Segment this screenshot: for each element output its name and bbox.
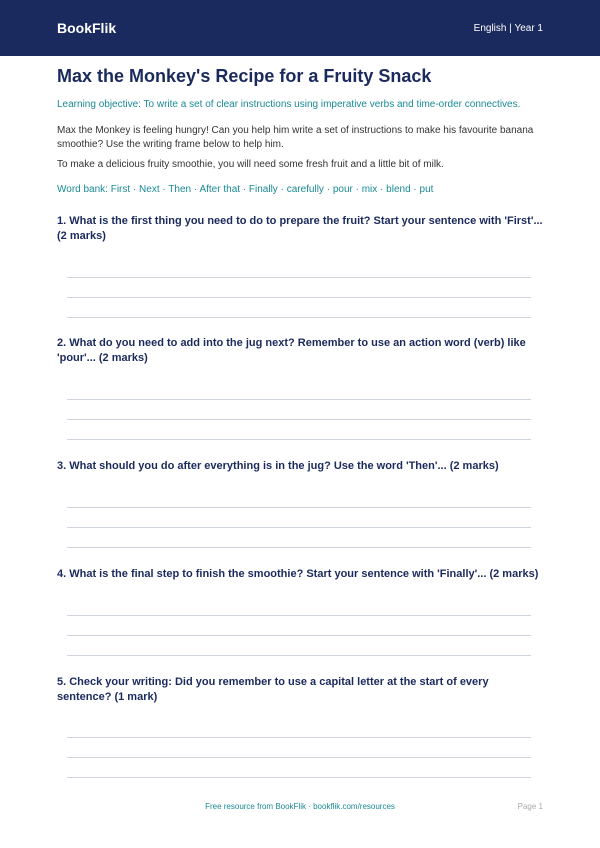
answer-line-4c[interactable]: [67, 655, 531, 656]
answer-line-5b[interactable]: [67, 757, 531, 758]
subject-year-label: English | Year 1: [473, 22, 543, 34]
answer-line-4b[interactable]: [67, 635, 531, 636]
question-5: 5. Check your writing: Did you remember to use a capital letter at the start of every sentence? (1 mark): [57, 676, 489, 703]
question-1: 1. What is the first thing you need to do to prepare the fruit? Start your sentence with 'First'... (2 marks): [57, 215, 543, 242]
answer-line-4a[interactable]: [67, 615, 531, 616]
intro-text: Max the Monkey is feeling hungry! Can you help him write a set of instructions to make his favourite banana smoothie? Use the writing frame below to help him.: [57, 125, 534, 150]
answer-line-1a[interactable]: [67, 277, 531, 278]
header-bar: [0, 0, 600, 56]
answer-line-3c[interactable]: [67, 547, 531, 548]
ingredients-text: To make a delicious fruity smoothie, you will need some fresh fruit and a little bit of milk.: [57, 159, 444, 170]
answer-line-1b[interactable]: [67, 297, 531, 298]
answer-line-3b[interactable]: [67, 527, 531, 528]
answer-line-2b[interactable]: [67, 419, 531, 420]
answer-line-1c[interactable]: [67, 317, 531, 318]
footer-credit-link[interactable]: Free resource from BookFlik · bookflik.com/resources: [205, 802, 395, 811]
question-3: 3. What should you do after everything is in the jug? Use the word 'Then'... (2 marks): [57, 460, 499, 472]
page-number: Page 1: [517, 802, 543, 811]
page-title: Max the Monkey's Recipe for a Fruity Snack: [57, 66, 432, 86]
answer-line-2a[interactable]: [67, 399, 531, 400]
answer-line-3a[interactable]: [67, 507, 531, 508]
question-4: 4. What is the final step to finish the smoothie? Start your sentence with 'Finally'... (2 marks): [57, 568, 539, 580]
answer-line-5c[interactable]: [67, 777, 531, 778]
learning-objective: Learning objective: To write a set of clear instructions using imperative verbs and time-order connectives.: [57, 99, 521, 110]
question-2: 2. What do you need to add into the jug next? Remember to use an action word (verb) like 'pour'... (2 marks): [57, 337, 526, 364]
word-bank: Word bank: First · Next · Then · After that · Finally · carefully · pour · mix · blend · put: [57, 184, 434, 195]
answer-line-2c[interactable]: [67, 439, 531, 440]
brand-logo[interactable]: BookFlik: [57, 20, 117, 36]
answer-line-5a[interactable]: [67, 737, 531, 738]
worksheet-intro: [57, 66, 543, 195]
